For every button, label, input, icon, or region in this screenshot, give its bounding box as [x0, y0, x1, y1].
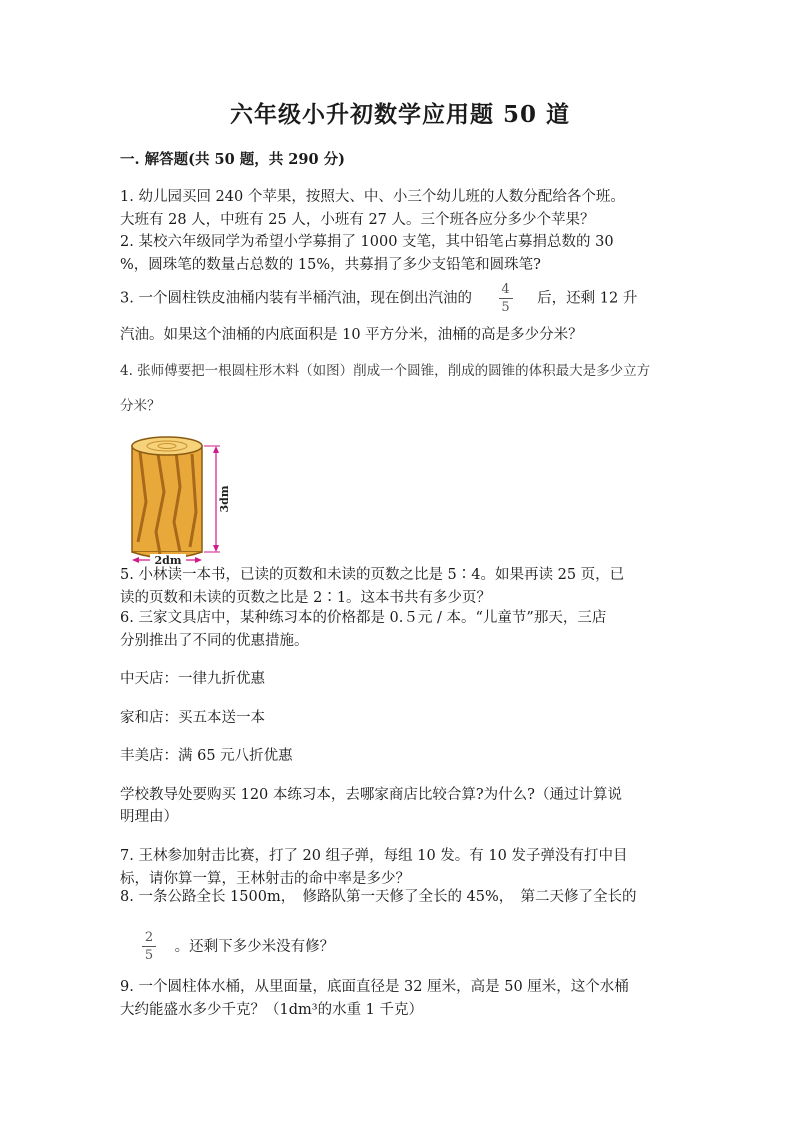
store-fengmei: 丰美店：满 65 元八折优惠	[120, 748, 293, 764]
fraction-numerator: 2	[144, 930, 154, 945]
arrow-down	[213, 545, 219, 552]
question-6-line-2: 分别推出了不同的优惠措施。	[120, 632, 309, 649]
question-6-ask-line-1: 学校教导处要购买 120 本练习本，去哪家商店比较合算?为什么?（通过计算说	[120, 786, 622, 803]
store-jiahe: 家和店：买五本送一本	[120, 709, 265, 726]
fraction-denominator: 5	[501, 300, 510, 315]
fraction-four-fifths	[499, 282, 513, 315]
question-8-line-2: 。还剩下多少米没有修？	[174, 938, 335, 955]
question-3-line-2: 汽油。如果这个油桶的内底面积是 10 平方分米，油桶的高是多少分米？	[120, 327, 583, 343]
question-4-line-1: 4. 张师傅要把一根圆柱形木料（如图）削成一个圆锥，削成的圆锥的体积最大是多少立方	[120, 363, 651, 379]
question-5	[120, 564, 680, 609]
question-6-ask-line-2: 明理由）	[120, 809, 178, 825]
question-2	[120, 231, 680, 276]
question-1	[120, 186, 680, 231]
question-9-line-1: 9. 一个圆柱体水桶，从里面量，底面直径是 32 厘米，高是 50 厘米，这个水桶	[120, 979, 629, 995]
fraction-two-fifths	[142, 930, 156, 963]
wood-cylinder-figure	[120, 432, 240, 567]
question-5-line-1: 5. 小林读一本书，已读的页数和未读的页数之比是 5∶4。如果再读 25 页，已	[120, 567, 625, 583]
fraction-bar	[142, 946, 156, 947]
question-3-text-a: 3. 一个圆柱铁皮油桶内装有半桶汽油，现在倒出汽油的	[120, 290, 472, 307]
question-3	[120, 282, 680, 347]
question-7-line-2: 标，请你算一算，王林射击的命中率是多少？	[120, 870, 410, 887]
question-2-line-2: %，圆珠笔的数量占总数的 15%，共募捐了多少支铅笔和圆珠笔?	[120, 256, 541, 273]
width-label: 2dm	[154, 554, 182, 567]
question-8	[120, 886, 680, 965]
question-6	[120, 607, 680, 829]
question-9-line-2: 大约能盛水多少千克？（1dm³的水重 1 千克）	[120, 1001, 424, 1018]
page-title: 六年级小升初数学应用题 50 道	[229, 101, 571, 128]
fraction-numerator: 4	[501, 282, 510, 297]
section-heading: 一. 解答题(共 50 题，共 290 分)	[120, 151, 345, 168]
question-6-line-1: 6. 三家文具店中，某种练习本的价格都是 0.５元 / 本。“儿童节”那天，三店	[120, 610, 607, 626]
arrow-left	[132, 557, 139, 563]
question-4-line-2: 分米？	[120, 397, 161, 414]
question-8-line-1: 8. 一条公路全长 1500m， 修路队第一天修了全长的 45%， 第二天修了全长的	[120, 889, 637, 905]
height-label: 3dm	[218, 485, 231, 513]
fraction-denominator: 5	[144, 948, 154, 963]
question-2-line-1: 2. 某校六年级同学为希望小学募捐了 1000 支笔，其中铅笔占募捐总数的 30	[120, 234, 614, 250]
fraction-bar	[499, 298, 513, 299]
question-5-line-2: 读的页数和未读的页数之比是 2∶1。这本书共有多少页？	[120, 589, 492, 606]
question-4	[120, 360, 680, 417]
store-zhongtian: 中天店：一律九折优惠	[120, 671, 265, 687]
question-3-text-b: 后，还剩 12 升	[537, 290, 638, 307]
question-1-line-1: 1. 幼儿园买回 240 个苹果，按照大、中、小三个幼儿班的人数分配给各个班。	[120, 189, 625, 205]
question-1-line-2: 大班有 28 人，中班有 25 人，小班有 27 人。三个班各应分多少个苹果？	[120, 211, 595, 228]
question-7	[120, 845, 680, 890]
arrow-right	[195, 557, 202, 563]
arrow-up	[213, 446, 219, 453]
question-9	[120, 976, 680, 1021]
log-top	[132, 437, 202, 455]
question-7-line-1: 7. 王林参加射击比赛，打了 20 组子弹，每组 10 发。有 10 发子弹没有打中目	[120, 848, 628, 864]
